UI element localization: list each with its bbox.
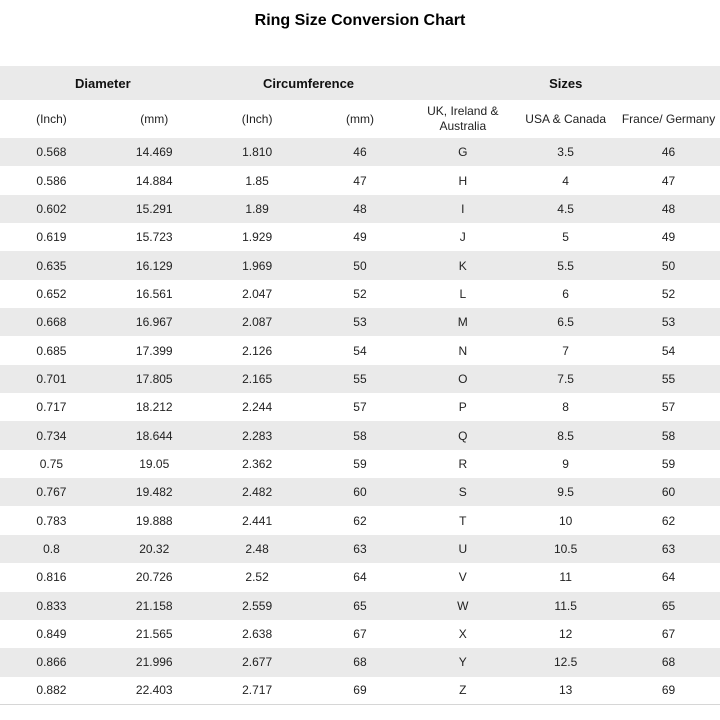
table-cell: 12 <box>558 627 573 642</box>
table-cell: X <box>458 627 467 642</box>
table-cell: 58 <box>661 428 676 443</box>
table-row <box>0 478 720 506</box>
table-cell: 46 <box>353 145 367 160</box>
group-header-diameter: Diameter <box>75 75 131 91</box>
table-cell: T <box>459 513 467 528</box>
table-cell: 6.5 <box>557 315 574 330</box>
table-cell: 53 <box>353 315 367 330</box>
table-cell: 2.126 <box>242 343 273 358</box>
column-header-mm: (mm) <box>140 111 169 126</box>
table-cell: 59 <box>353 456 367 471</box>
column-header-inch: (Inch) <box>36 111 67 126</box>
table-cell: 49 <box>353 230 367 245</box>
table-cell: 63 <box>661 541 676 556</box>
table-cell: 5.5 <box>557 258 574 273</box>
table-cell: 2.087 <box>242 315 273 330</box>
table-cell: 0.586 <box>36 173 67 188</box>
column-header-mm: (mm) <box>345 111 374 126</box>
table-cell: 18.644 <box>135 428 173 443</box>
table-cell: 49 <box>661 230 676 245</box>
table-cell: 68 <box>661 655 676 670</box>
table-cell: 0.816 <box>36 570 67 585</box>
column-header-row <box>0 100 720 138</box>
table-cell: 2.047 <box>242 286 273 301</box>
table-cell: 0.849 <box>36 627 67 642</box>
table-cell: 55 <box>661 371 676 386</box>
column-header-france-germany: France/ Germany <box>621 111 716 126</box>
table-cell: 9.5 <box>557 485 574 500</box>
table-cell: 2.441 <box>242 513 273 528</box>
table-cell: 9 <box>562 456 569 471</box>
table-cell: 0.75 <box>39 456 64 471</box>
table-cell: 7 <box>562 343 569 358</box>
table-cell: 48 <box>353 201 367 216</box>
table-row <box>0 138 720 166</box>
table-cell: 1.85 <box>245 173 269 188</box>
table-row <box>0 393 720 421</box>
table-cell: 2.52 <box>245 570 269 585</box>
table-cell: H <box>458 173 468 188</box>
table-cell: 2.559 <box>242 598 273 613</box>
table-cell: 63 <box>353 541 367 556</box>
table-cell: 2.283 <box>242 428 273 443</box>
table-cell: 0.8 <box>43 541 60 556</box>
table-cell: 19.05 <box>139 456 170 471</box>
table-cell: 68 <box>353 655 367 670</box>
table-cell: 16.129 <box>135 258 173 273</box>
table-cell: 14.469 <box>135 145 173 160</box>
table-cell: 0.734 <box>36 428 67 443</box>
table-row <box>0 223 720 251</box>
table-cell: 2.48 <box>245 541 269 556</box>
table-row <box>0 195 720 223</box>
table-cell: J <box>459 230 466 245</box>
table-cell: 0.783 <box>36 513 67 528</box>
table-cell: U <box>458 541 468 556</box>
table-cell: 0.701 <box>36 371 67 386</box>
table-cell: 14.884 <box>135 173 173 188</box>
column-header-inch: (Inch) <box>241 111 273 126</box>
table-cell: 19.482 <box>135 485 173 500</box>
table-cell: W <box>457 598 469 613</box>
group-header-sizes: Sizes <box>549 75 583 91</box>
table-cell: 2.717 <box>242 683 273 698</box>
table-cell: 69 <box>353 683 367 698</box>
page-title: Ring Size Conversion Chart <box>254 12 466 29</box>
table-cell: 2.677 <box>242 655 273 670</box>
table-cell: 2.244 <box>242 400 273 415</box>
table-cell: 47 <box>661 173 676 188</box>
group-header-circumference: Circumference <box>263 75 355 91</box>
table-cell: 69 <box>661 683 676 698</box>
table-head <box>0 66 720 138</box>
table-cell: 0.568 <box>36 145 67 160</box>
table-row <box>0 563 720 591</box>
table-cell: 2.482 <box>242 485 273 500</box>
table-cell: 6 <box>562 286 569 301</box>
table-cell: 15.723 <box>135 230 173 245</box>
table-cell: 0.619 <box>36 230 67 245</box>
table-cell: 20.726 <box>135 570 173 585</box>
table-cell: 52 <box>353 286 367 301</box>
table-cell: P <box>458 400 467 415</box>
table-cell: 3.5 <box>557 145 574 160</box>
table-row <box>0 592 720 620</box>
ring-size-conversion-table <box>0 66 720 705</box>
column-header-uk-ireland-australia: UK, Ireland & Australia <box>427 104 499 133</box>
table-cell: 0.668 <box>36 315 67 330</box>
table-cell: 65 <box>661 598 676 613</box>
table-cell: 0.602 <box>36 201 67 216</box>
table-cell: 2.362 <box>242 456 273 471</box>
table-cell: 8.5 <box>557 428 574 443</box>
table-cell: 0.652 <box>36 286 67 301</box>
table-cell: 18.212 <box>135 400 173 415</box>
table-cell: 64 <box>353 570 367 585</box>
table-cell: Y <box>458 655 467 670</box>
table-cell: O <box>458 371 468 386</box>
table-cell: 64 <box>661 570 676 585</box>
table-cell: 20.32 <box>139 541 170 556</box>
table-cell: K <box>458 258 467 273</box>
table-cell: 55 <box>353 371 367 386</box>
table-cell: N <box>458 343 468 358</box>
table-cell: 0.767 <box>36 485 67 500</box>
table-cell: 57 <box>353 400 367 415</box>
table-cell: 21.158 <box>135 598 173 613</box>
table-cell: I <box>461 201 465 216</box>
table-cell: 59 <box>661 456 676 471</box>
table-row <box>0 506 720 534</box>
table-cell: 0.685 <box>36 343 67 358</box>
table-cell: 47 <box>353 173 367 188</box>
table-cell: 10.5 <box>553 541 578 556</box>
table-row <box>0 450 720 478</box>
table-cell: 4.5 <box>557 201 574 216</box>
table-cell: 11.5 <box>554 598 577 613</box>
table-cell: 17.399 <box>135 343 173 358</box>
table-cell: 62 <box>661 513 676 528</box>
table-cell: 54 <box>353 343 367 358</box>
table-cell: 0.882 <box>36 683 67 698</box>
table-cell: 60 <box>353 485 367 500</box>
table-cell: 1.810 <box>242 145 273 160</box>
table-cell: 1.89 <box>245 201 269 216</box>
table-cell: 8 <box>562 400 569 415</box>
table-cell: 7.5 <box>557 371 574 386</box>
table-cell: 1.969 <box>242 258 273 273</box>
table-cell: 13 <box>558 683 573 698</box>
group-header-row <box>0 66 720 100</box>
table-cell: V <box>458 570 467 585</box>
table-cell: 58 <box>353 428 367 443</box>
table-cell: 62 <box>353 513 367 528</box>
table-cell: 48 <box>661 201 676 216</box>
table-cell: 50 <box>661 258 676 273</box>
table-row <box>0 648 720 676</box>
table-row <box>0 421 720 449</box>
table-cell: 5 <box>562 230 569 245</box>
table-cell: R <box>458 456 468 471</box>
column-header-usa-canada: USA & Canada <box>525 111 606 126</box>
table-cell: 67 <box>661 627 676 642</box>
table-row <box>0 677 720 705</box>
table-cell: 0.833 <box>36 598 67 613</box>
table-cell: 10 <box>558 513 573 528</box>
table-row <box>0 365 720 393</box>
table-cell: 57 <box>661 400 676 415</box>
table-cell: 60 <box>661 485 676 500</box>
table-cell: 22.403 <box>135 683 173 698</box>
table-cell: 12.5 <box>553 655 578 670</box>
table-row <box>0 620 720 648</box>
table-cell: 2.165 <box>242 371 273 386</box>
table-body <box>0 138 720 705</box>
table-row <box>0 251 720 279</box>
table-row <box>0 535 720 563</box>
table-cell: S <box>458 485 467 500</box>
table-cell: 0.866 <box>36 655 67 670</box>
table-cell: 52 <box>661 286 676 301</box>
table-cell: G <box>458 145 468 160</box>
table-cell: Q <box>458 428 468 443</box>
table-cell: L <box>459 286 467 301</box>
table-cell: 19.888 <box>135 513 173 528</box>
table-cell: 0.717 <box>36 400 67 415</box>
table-cell: 65 <box>353 598 367 613</box>
table-cell: 21.996 <box>135 655 173 670</box>
table-cell: M <box>457 315 468 330</box>
table-cell: 0.635 <box>36 258 67 273</box>
table-cell: 50 <box>353 258 367 273</box>
table-row <box>0 280 720 308</box>
table-cell: 21.565 <box>135 627 173 642</box>
table-row <box>0 308 720 336</box>
table-cell: 4 <box>562 173 569 188</box>
table-cell: Z <box>459 683 467 698</box>
table-row <box>0 166 720 194</box>
table-cell: 2.638 <box>242 627 273 642</box>
table-cell: 15.291 <box>135 201 173 216</box>
table-cell: 1.929 <box>242 230 273 245</box>
table-cell: 53 <box>661 315 676 330</box>
table-cell: 54 <box>661 343 676 358</box>
table-cell: 46 <box>661 145 676 160</box>
table-cell: 11 <box>559 570 572 585</box>
table-cell: 17.805 <box>135 371 173 386</box>
table-cell: 67 <box>353 627 367 642</box>
table-cell: 16.967 <box>135 315 173 330</box>
table-row <box>0 336 720 364</box>
table-cell: 16.561 <box>135 286 173 301</box>
